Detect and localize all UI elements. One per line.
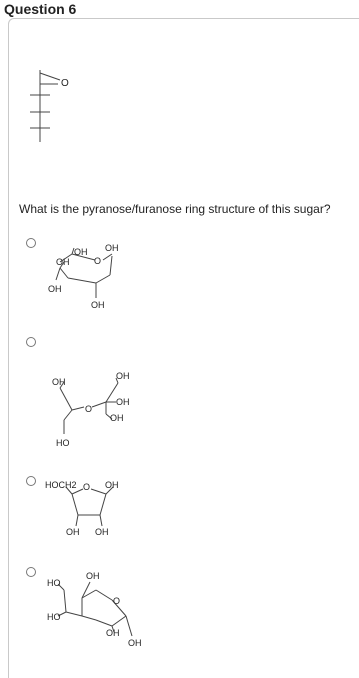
option-c-label-5: OH bbox=[95, 527, 109, 537]
option-c-label-4: OH bbox=[66, 527, 80, 537]
option-d-label-5: OH bbox=[106, 628, 120, 638]
option-a-label-6: OH bbox=[91, 300, 105, 310]
option-c-label-3: OH bbox=[105, 480, 119, 490]
option-a-label-1: OH bbox=[74, 247, 88, 257]
question-title: Question 6 bbox=[4, 1, 77, 17]
option-a-label-2: O bbox=[94, 256, 102, 266]
option-d-label-1: HO bbox=[47, 578, 61, 588]
fischer-carbonyl-o: O bbox=[61, 78, 69, 89]
option-a-label-4: OH bbox=[56, 257, 70, 267]
option-d-label-2: OH bbox=[86, 571, 100, 581]
option-b-label-2: OH bbox=[52, 377, 66, 387]
option-b-label-5: O bbox=[85, 404, 93, 414]
option-d-label-4: O bbox=[113, 596, 121, 606]
option-c-label-1: HOCH2 bbox=[45, 480, 77, 490]
option-d-label-3: HO bbox=[47, 612, 61, 622]
option-b-label-4: OH bbox=[110, 413, 124, 423]
option-d-ring bbox=[58, 582, 132, 636]
option-d-label-6: OH bbox=[128, 638, 142, 648]
question-text: What is the pyranose/furanose ring structure of this sugar? bbox=[19, 202, 331, 216]
option-b-label-6: HO bbox=[56, 438, 70, 448]
option-b-label-3: OH bbox=[116, 397, 130, 407]
option-c-label-2: O bbox=[83, 482, 91, 492]
option-a-label-5: OH bbox=[48, 284, 62, 294]
option-a-label-3: OH bbox=[105, 243, 119, 253]
option-b-label-1: OH bbox=[116, 371, 130, 381]
